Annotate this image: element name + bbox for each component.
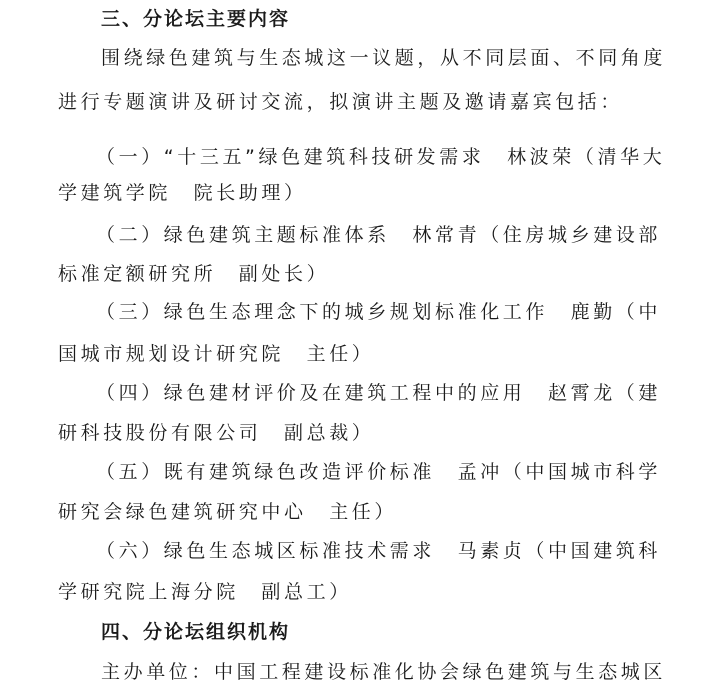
topic-6-line-2: 学研究院上海分院 副总工）: [58, 581, 352, 603]
section-3-intro-line-1: 围绕绿色建筑与生态城这一议题，从不同层面、不同角度: [101, 47, 667, 69]
topic-2-line-1: （二）绿色建筑主题标准体系 林常青（住房城乡建设部: [96, 224, 662, 246]
topic-4-line-1: （四）绿色建材评价及在建筑工程中的应用 赵霄龙（建: [96, 382, 662, 404]
section-3-heading: 三、分论坛主要内容: [101, 8, 291, 30]
topic-1-line-2: 学建筑学院 院长助理）: [58, 182, 307, 204]
topic-4-line-2: 研科技股份有限公司 副总裁）: [58, 422, 375, 444]
section-4-organizer-line-1: 主办单位：中国工程建设标准化协会绿色建筑与生态城区: [101, 661, 667, 683]
topic-3-line-1: （三）绿色生态理念下的城乡规划标准化工作 鹿勤（中: [96, 301, 662, 323]
topic-1-line-1: （一）“十三五”绿色建筑科技研发需求 林波荣（清华大: [96, 146, 666, 168]
topic-3-line-2: 国城市规划设计研究院 主任）: [58, 343, 375, 365]
topic-5-line-1: （五）既有建筑绿色改造评价标准 孟冲（中国城市科学: [96, 461, 662, 483]
section-4-heading: 四、分论坛组织机构: [101, 621, 291, 643]
topic-6-line-1: （六）绿色生态城区标准技术需求 马素贞（中国建筑科: [96, 540, 662, 562]
topic-5-line-2: 研究会绿色建筑研究中心 主任）: [58, 501, 398, 523]
section-3-intro-line-2: 进行专题演讲及研讨交流，拟演讲主题及邀请嘉宾包括：: [58, 91, 624, 113]
topic-2-line-2: 标准定额研究所 副处长）: [58, 263, 330, 285]
